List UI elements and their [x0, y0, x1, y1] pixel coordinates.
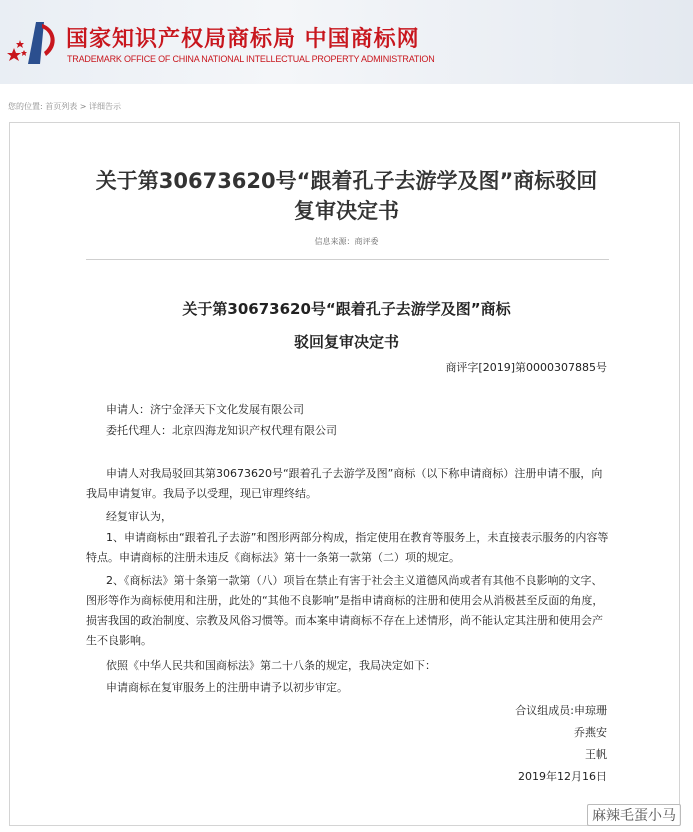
body-paragraph-2: 经复审认为， [106, 510, 172, 523]
decision-date: 2019年12月16日 [518, 770, 607, 783]
info-source: 信息来源：商评委 [314, 237, 379, 246]
article-title-line1: 关于第30673620号“跟着孔子去游学及图”商标驳回 [95, 169, 598, 193]
decision-number: 商评字[2019]第0000307885号 [445, 361, 607, 374]
trademark-office-logo-icon [6, 18, 62, 70]
breadcrumb-separator: > [79, 102, 87, 111]
panel-member-1: 合议组成员:申琼珊 [515, 704, 607, 717]
panel-member-2: 乔燕安 [574, 726, 607, 739]
article-title-line2: 复审决定书 [294, 199, 399, 223]
body-paragraph-6: 申请商标在复审服务上的注册申请予以初步审定。 [106, 681, 348, 694]
decision-title-line1: 关于第30673620号“跟着孔子去游学及图”商标 [182, 300, 511, 318]
body-paragraph-1: 申请人对我局驳回其第30673620号“跟着孔子去游学及图”商标（以下称申请商标）注册申请不服，向我局申请复审。我局予以受理，现已审理终结。 [86, 467, 603, 500]
breadcrumb-home-link[interactable]: 首页列表 [45, 102, 78, 111]
breadcrumb-prefix: 您的位置: [8, 102, 43, 111]
panel-member-3: 王帆 [585, 748, 607, 761]
site-title-en: TRADEMARK OFFICE OF CHINA NATIONAL INTELLECTUAL PROPERTY ADMINISTRATION [67, 54, 435, 64]
body-paragraph-4: 2、《商标法》第十条第一款第（八）项旨在禁止有害于社会主义道德风尚或者有其他不良影响的文字、图形等作为商标使用和注册，此处的“其他不良影响”是指申请商标的注册和使用会从消极甚至反面的角度，损害我国的政治制度、宗教及风俗习惯等。而本案申请商标不存在上述情形，尚不能认定其注册和使用会产生不良影响。 [86, 574, 604, 647]
body-paragraph-5: 依照《中华人民共和国商标法》第二十八条的规定，我局决定如下： [106, 659, 436, 672]
breadcrumb [8, 101, 121, 112]
site-title-cn: 国家知识产权局商标局 中国商标网 [66, 26, 420, 52]
decision-title-line2: 驳回复审决定书 [293, 333, 399, 351]
site-header-banner [0, 0, 693, 84]
title-divider [86, 259, 609, 260]
watermark-text: 麻辣毛蛋小马 [587, 804, 681, 826]
applicant-line: 申请人：济宁金泽天下文化发展有限公司 [106, 403, 304, 416]
breadcrumb-current: 详细告示 [89, 102, 122, 111]
body-paragraph-3: 1、申请商标由“跟着孔子去游”和图形两部分构成，指定使用在教育等服务上，未直接表示服务的内容等特点。申请商标的注册未违反《商标法》第十一条第一款第（二）项的规定。 [86, 531, 609, 564]
agent-line: 委托代理人：北京四海龙知识产权代理有限公司 [106, 424, 337, 437]
watermark [587, 804, 681, 826]
